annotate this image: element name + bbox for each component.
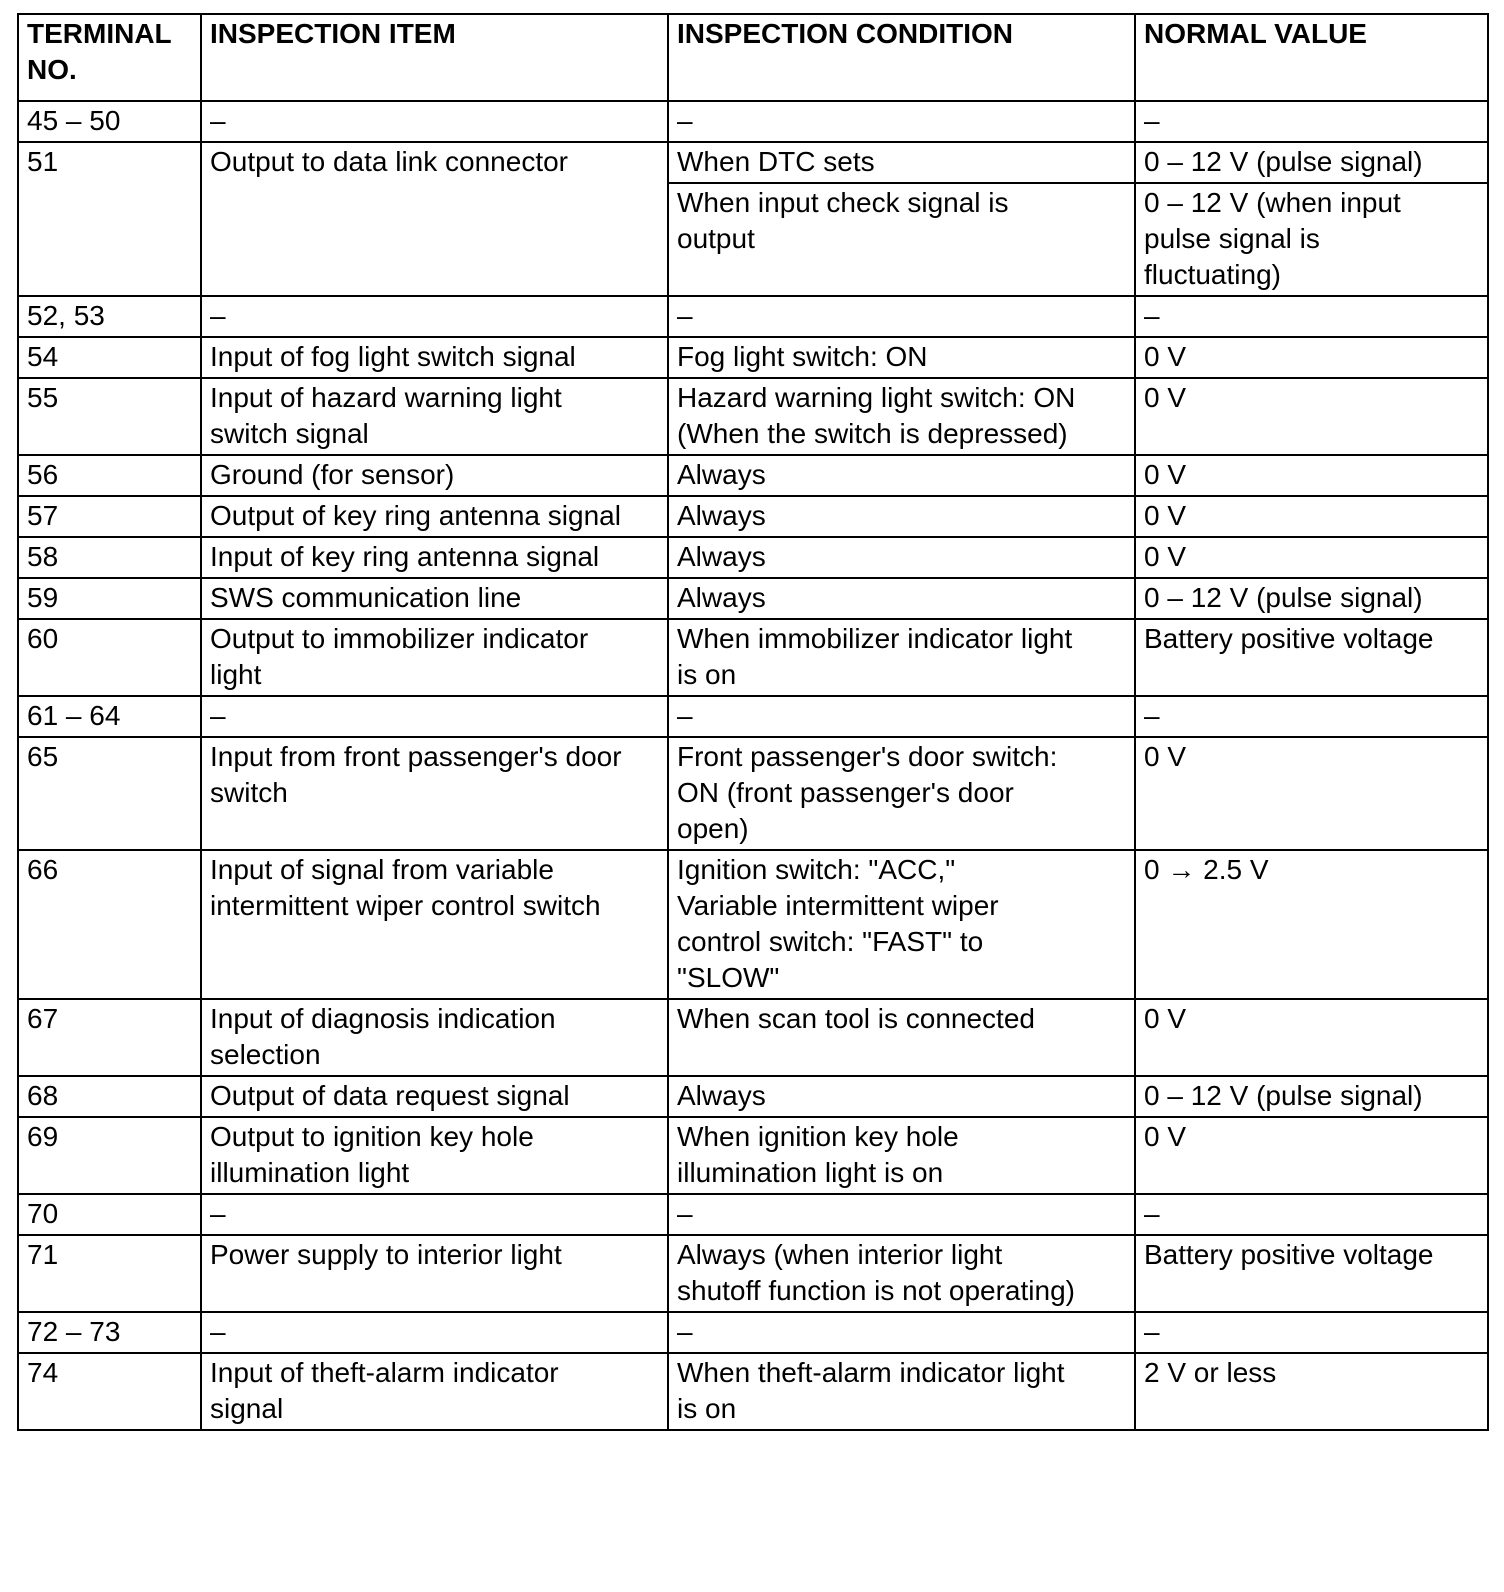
table-row	[18, 999, 1488, 1076]
terminal-cell: 58	[18, 537, 201, 578]
condition-cell: When scan tool is connected	[668, 999, 1135, 1076]
value-cell: 0 – 12 V (pulse signal)	[1135, 1076, 1488, 1117]
value-cell: –	[1135, 1194, 1488, 1235]
item-cell: Input of diagnosis indication selection	[201, 999, 668, 1076]
table-row	[18, 455, 1488, 496]
table-row	[18, 737, 1488, 850]
item-cell: Output to ignition key hole illumination light	[201, 1117, 668, 1194]
item-cell: Input of key ring antenna signal	[201, 537, 668, 578]
value-cell: –	[1135, 696, 1488, 737]
terminal-cell: 65	[18, 737, 201, 850]
condition-cell: Always (when interior light shutoff function is not operating)	[668, 1235, 1135, 1312]
item-cell: –	[201, 696, 668, 737]
table-header-row	[18, 14, 1488, 101]
value-cell: 0 V	[1135, 537, 1488, 578]
item-cell: Output to immobilizer indicator light	[201, 619, 668, 696]
condition-cell: When theft-alarm indicator light is on	[668, 1353, 1135, 1430]
item-cell: Output of key ring antenna signal	[201, 496, 668, 537]
table-row	[18, 696, 1488, 737]
condition-cell: –	[668, 1194, 1135, 1235]
table-row	[18, 296, 1488, 337]
condition-cell: Ignition switch: "ACC," Variable intermittent wiper control switch: "FAST" to "SLOW"	[668, 850, 1135, 999]
value-cell: Battery positive voltage	[1135, 1235, 1488, 1312]
terminal-cell: 52, 53	[18, 296, 201, 337]
table-row	[18, 850, 1488, 999]
value-cell: 0 V	[1135, 737, 1488, 850]
terminal-cell: 51	[18, 142, 201, 296]
value-cell: 0 V	[1135, 378, 1488, 455]
terminal-cell: 59	[18, 578, 201, 619]
condition-cell: Fog light switch: ON	[668, 337, 1135, 378]
item-cell: –	[201, 296, 668, 337]
terminal-inspection-table	[17, 13, 1489, 1431]
item-cell: Output to data link connector	[201, 142, 668, 296]
table-row	[18, 578, 1488, 619]
terminal-cell: 45 – 50	[18, 101, 201, 142]
value-cell: 0 V	[1135, 337, 1488, 378]
value-cell: 0 V	[1135, 496, 1488, 537]
table-row	[18, 1312, 1488, 1353]
condition-cell: When DTC sets	[668, 142, 1135, 183]
table-row	[18, 378, 1488, 455]
table-row	[18, 1353, 1488, 1430]
terminal-cell: 68	[18, 1076, 201, 1117]
value-cell: 0 V	[1135, 999, 1488, 1076]
condition-cell: Always	[668, 578, 1135, 619]
item-cell: Output of data request signal	[201, 1076, 668, 1117]
item-cell: –	[201, 1194, 668, 1235]
condition-cell: –	[668, 296, 1135, 337]
terminal-cell: 74	[18, 1353, 201, 1430]
table-row	[18, 1076, 1488, 1117]
table-row	[18, 537, 1488, 578]
condition-cell: Hazard warning light switch: ON (When the switch is depressed)	[668, 378, 1135, 455]
item-cell: SWS communication line	[201, 578, 668, 619]
header-inspection-condition: INSPECTION CONDITION	[668, 14, 1135, 101]
condition-cell: When ignition key hole illumination light is on	[668, 1117, 1135, 1194]
condition-cell: Always	[668, 537, 1135, 578]
terminal-cell: 67	[18, 999, 201, 1076]
value-cell: 0 – 12 V (when input pulse signal is fluctuating)	[1135, 183, 1488, 296]
value-cell: –	[1135, 296, 1488, 337]
value-cell: 0 – 12 V (pulse signal)	[1135, 578, 1488, 619]
item-cell: –	[201, 1312, 668, 1353]
terminal-cell: 56	[18, 455, 201, 496]
condition-cell: Always	[668, 496, 1135, 537]
value-cell: Battery positive voltage	[1135, 619, 1488, 696]
item-cell: Power supply to interior light	[201, 1235, 668, 1312]
table-row	[18, 1117, 1488, 1194]
terminal-cell: 57	[18, 496, 201, 537]
value-cell: 0 V	[1135, 1117, 1488, 1194]
condition-cell: Always	[668, 455, 1135, 496]
item-cell: Input of signal from variable intermittent wiper control switch	[201, 850, 668, 999]
value-cell: 0 → 2.5 V	[1135, 850, 1488, 999]
condition-cell: When input check signal is output	[668, 183, 1135, 296]
item-cell: Input of theft-alarm indicator signal	[201, 1353, 668, 1430]
terminal-cell: 61 – 64	[18, 696, 201, 737]
condition-cell: When immobilizer indicator light is on	[668, 619, 1135, 696]
table-row	[18, 337, 1488, 378]
table-row	[18, 1235, 1488, 1312]
terminal-cell: 69	[18, 1117, 201, 1194]
terminal-cell: 66	[18, 850, 201, 999]
header-terminal-no: TERMINAL NO.	[18, 14, 201, 101]
terminal-cell: 72 – 73	[18, 1312, 201, 1353]
condition-cell: –	[668, 101, 1135, 142]
table-row	[18, 142, 1488, 183]
condition-cell: –	[668, 1312, 1135, 1353]
table-row	[18, 619, 1488, 696]
table-row	[18, 101, 1488, 142]
value-cell: 0 V	[1135, 455, 1488, 496]
item-cell: –	[201, 101, 668, 142]
value-cell: 0 – 12 V (pulse signal)	[1135, 142, 1488, 183]
item-cell: Input from front passenger's door switch	[201, 737, 668, 850]
terminal-cell: 55	[18, 378, 201, 455]
terminal-cell: 60	[18, 619, 201, 696]
table-row	[18, 496, 1488, 537]
table-row	[18, 1194, 1488, 1235]
terminal-cell: 70	[18, 1194, 201, 1235]
header-normal-value: NORMAL VALUE	[1135, 14, 1488, 101]
value-cell: 2 V or less	[1135, 1353, 1488, 1430]
condition-cell: –	[668, 696, 1135, 737]
value-cell: –	[1135, 101, 1488, 142]
header-inspection-item: INSPECTION ITEM	[201, 14, 668, 101]
condition-cell: Always	[668, 1076, 1135, 1117]
item-cell: Ground (for sensor)	[201, 455, 668, 496]
condition-cell: Front passenger's door switch: ON (front passenger's door open)	[668, 737, 1135, 850]
value-cell: –	[1135, 1312, 1488, 1353]
terminal-cell: 71	[18, 1235, 201, 1312]
terminal-cell: 54	[18, 337, 201, 378]
item-cell: Input of fog light switch signal	[201, 337, 668, 378]
item-cell: Input of hazard warning light switch signal	[201, 378, 668, 455]
